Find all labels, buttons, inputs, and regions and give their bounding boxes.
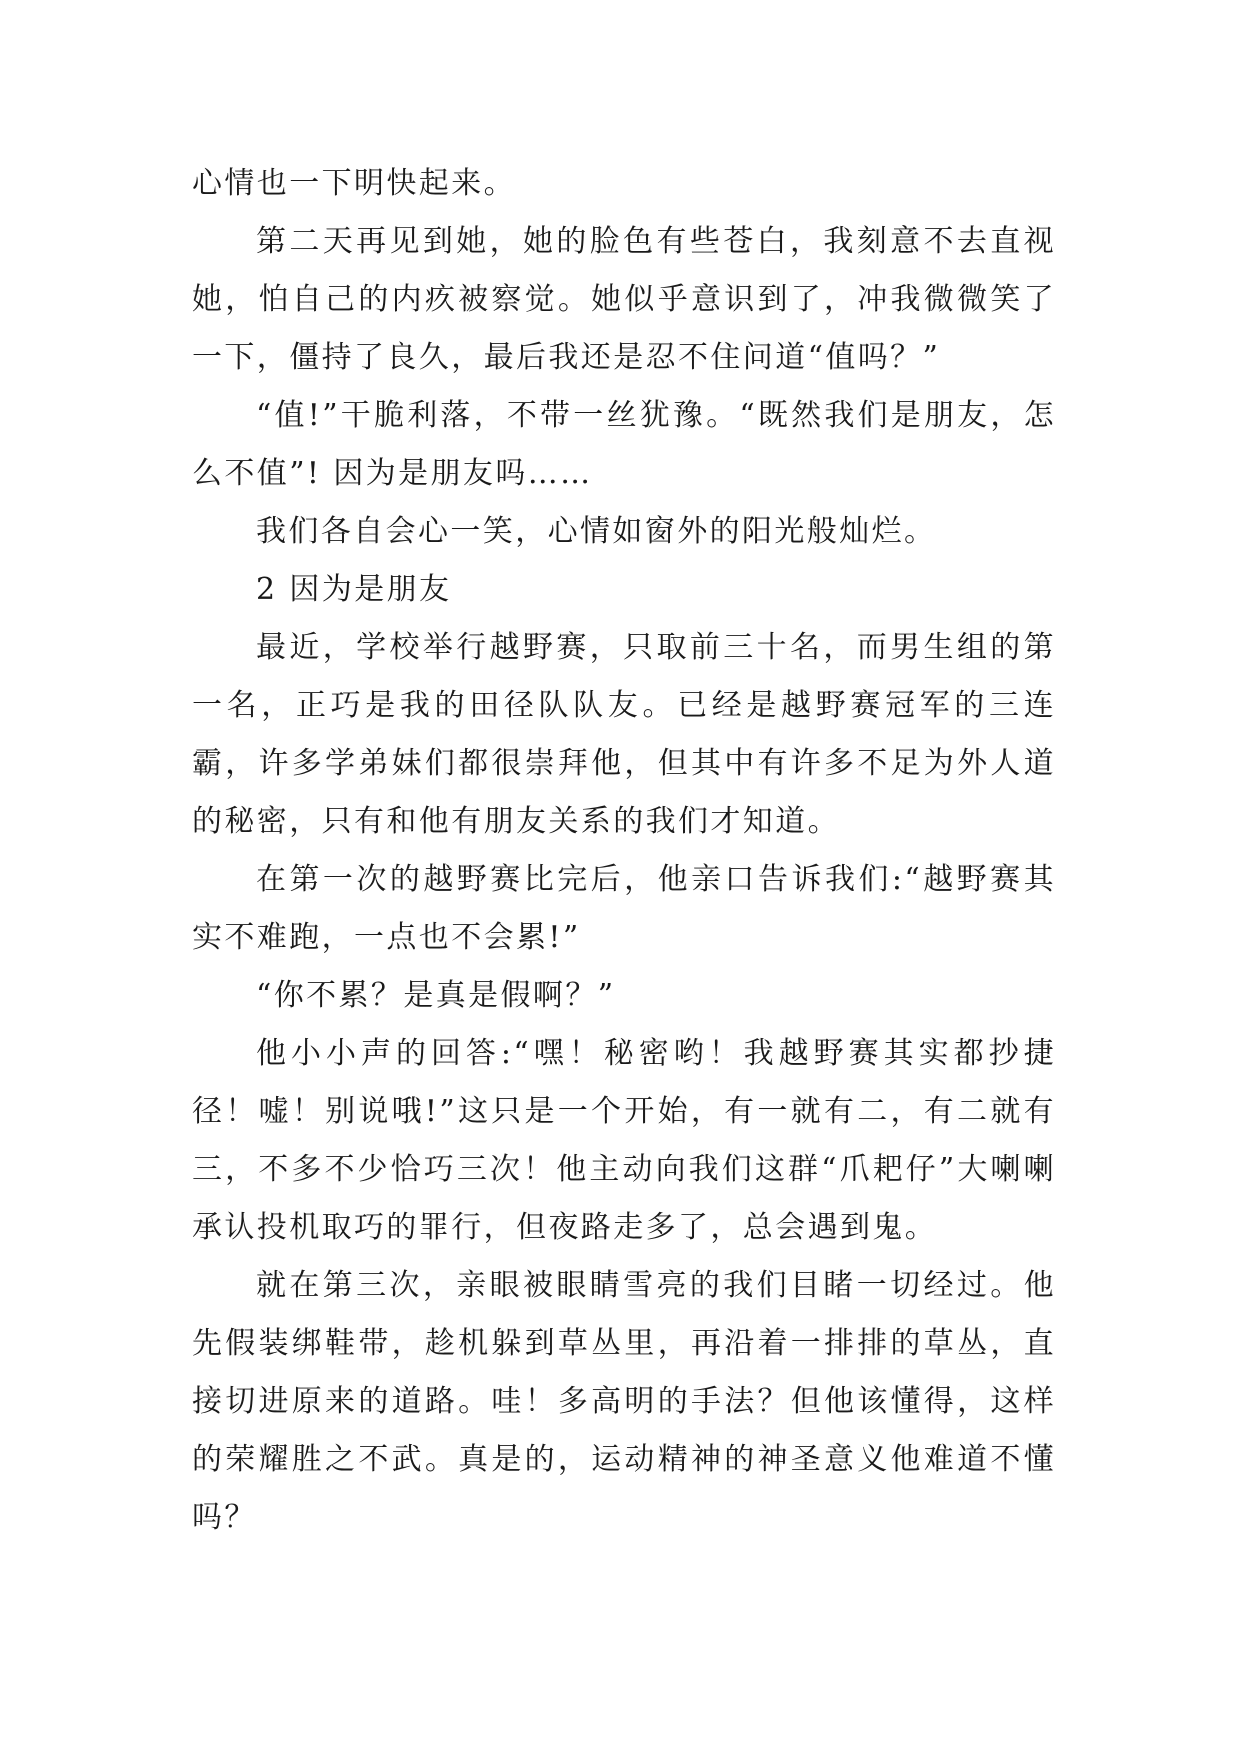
paragraph: 最近，学校举行越野赛，只取前三十名，而男生组的第一名，正巧是我的田径队队友。已经是越野赛冠军的三连霸，许多学弟妹们都很崇拜他，但其中有许多不足为外人道的秘密，只有和他有朋友关系的我们才知道。 [192, 630, 1056, 839]
section-heading: 2 因为是朋友 [256, 572, 452, 607]
paragraph: “值!”干脆利落，不带一丝犹豫。“既然我们是朋友，怎么不值”! 因为是朋友吗…… [192, 398, 1056, 491]
paragraph: 就在第三次，亲眼被眼睛雪亮的我们目睹一切经过。他先假装绑鞋带，趁机躲到草丛里，再沿着一排排的草丛，直接切进原来的道路。哇！多高明的手法？但他该懂得，这样的荣耀胜之不武。真是的，运动精神的神圣意义他难道不懂吗？ [192, 1268, 1056, 1535]
paragraph: 心情也一下明快起来。 [192, 166, 516, 201]
paragraph: “你不累？是真是假啊？” [256, 978, 616, 1013]
paragraph: 第二天再见到她，她的脸色有些苍白，我刻意不去直视她，怕自己的内疚被察觉。她似乎意识到了，冲我微微笑了一下，僵持了良久，最后我还是忍不住问道“值吗？” [192, 224, 1056, 375]
paragraph: 我们各自会心一笑，心情如窗外的阳光般灿烂。 [256, 514, 937, 549]
paragraph: 他小小声的回答:“嘿！秘密哟！我越野赛其实都抄捷径！嘘！别说哦!”这只是一个开始，有一就有二，有二就有三，不多不少恰巧三次！他主动向我们这群“爪耙仔”大喇喇承认投机取巧的罪行，但夜路走多了，总会遇到鬼。 [192, 1036, 1056, 1245]
paragraph: 在第一次的越野赛比完后，他亲口告诉我们:“越野赛其实不难跑，一点也不会累!” [192, 862, 1056, 955]
document-page [192, 155, 1056, 1547]
